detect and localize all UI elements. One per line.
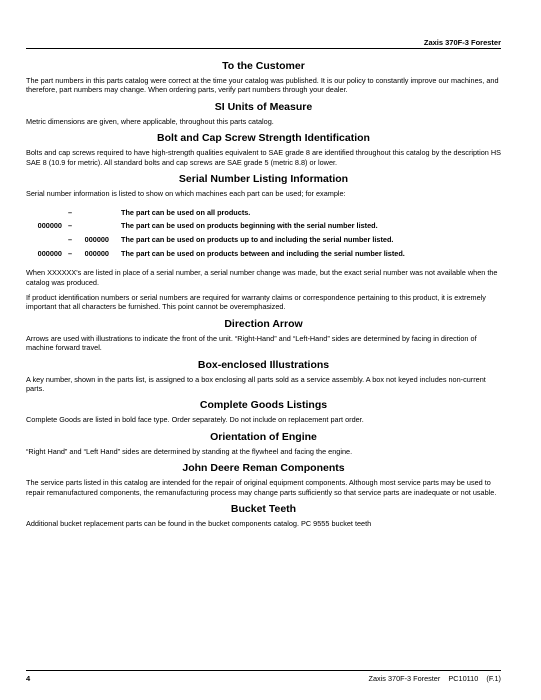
text-complete-goods: Complete Goods are listed in bold face type. Order separately. Do not include on replacement part order. <box>26 415 364 425</box>
text-serial-note-warranty: If product identification numbers or serial numbers are required for warranty claims or correspondence pertaining to this product, it is extremely important that all characters be furnished. This point cannot be overemphasized. <box>26 293 486 312</box>
heading-complete-goods: Complete Goods Listings <box>199 399 328 412</box>
serial-example-table <box>26 205 501 260</box>
section-bucket-teeth <box>26 503 501 528</box>
footer-rule <box>26 670 501 671</box>
section-direction-arrow <box>26 318 501 353</box>
text-orientation-engine: “Right Hand” and “Left Hand” sides are determined by standing at the flywheel and facing the engine. <box>26 446 353 456</box>
header-title: Zaxis 370F-3 Forester <box>423 38 501 47</box>
text-to-the-customer: The part numbers in this parts catalog were correct at the time your catalog was published. It is our policy to constantly improve our machines, and therefore, part numbers may change. When ordering parts, verify part numbers through your dealer. <box>26 76 499 95</box>
footer-page-number: 4 <box>26 674 31 683</box>
heading-direction-arrow: Direction Arrow <box>224 317 303 330</box>
serial-row <box>26 247 501 261</box>
text-bucket-teeth: Additional bucket replacement parts can be found in the bucket components catalog. PC 9555 bucket teeth <box>26 519 372 529</box>
serial-row <box>26 219 501 233</box>
serial-description: The part can be used on products between and including the serial number listed. <box>121 248 405 258</box>
section-si-units <box>26 101 501 126</box>
heading-bucket-teeth: Bucket Teeth <box>230 503 297 516</box>
serial-from: 000000 <box>37 221 62 231</box>
text-reman-components: The service parts listed in this catalog are intended for the repair of original equipment components. Although most service parts may be used to repair remanufactured components, the remanufacturing process may change parts sufficiently so that service parts are inadequate or not usable. <box>26 478 497 497</box>
text-direction-arrow: Arrows are used with illustrations to indicate the front of the unit. “Right-Hand” and “Left-Hand” sides are determined by facing in direction of machine forward travel. <box>26 333 477 353</box>
section-box-enclosed <box>26 359 501 394</box>
serial-row <box>26 233 501 247</box>
footer-catalog-id: Zaxis 370F-3 Forester PC10110 (F.1) <box>368 674 501 683</box>
serial-from: 000000 <box>37 248 62 258</box>
text-bolt-strength: Bolts and cap screws required to have high-strength qualities equivalent to SAE grade 8 are identified throughout this catalog by the description HS SAE 8 (10.9 for metric). All standard bolts and cap screws are SAE grade 5 (metric 8.8) or lower. <box>26 148 501 167</box>
heading-serial-number: Serial Number Listing Information <box>178 173 349 186</box>
serial-to: 000000 <box>84 235 109 245</box>
section-to-the-customer <box>26 60 501 95</box>
heading-reman-components: John Deere Reman Components <box>182 462 345 475</box>
serial-description: The part can be used on all products. <box>121 207 251 217</box>
heading-to-the-customer: To the Customer <box>222 60 305 72</box>
section-complete-goods <box>26 399 501 424</box>
heading-box-enclosed: Box-enclosed Illustrations <box>197 358 330 371</box>
section-orientation-engine <box>26 431 501 456</box>
serial-dash: – <box>67 248 73 258</box>
section-serial-number <box>26 173 501 312</box>
serial-row <box>26 205 501 219</box>
serial-to: 000000 <box>84 248 109 258</box>
section-bolt-strength <box>26 132 501 167</box>
section-reman-components <box>26 462 501 497</box>
serial-description: The part can be used on products up to and including the serial number listed. <box>121 235 394 245</box>
text-box-enclosed: A key number, shown in the parts list, is assigned to a box enclosing all parts sold as a service assembly. A box not keyed includes non-current parts. <box>26 374 486 394</box>
text-serial-note-xxxxxx: When XXXXXX's are listed in place of a serial number, a serial number change was made, but the exact serial number was not available when the catalog was produced. <box>26 268 498 287</box>
serial-dash: – <box>67 207 73 217</box>
heading-bolt-strength: Bolt and Cap Screw Strength Identification <box>157 132 370 145</box>
header-rule <box>26 48 501 49</box>
serial-description: The part can be used on products beginning with the serial number listed. <box>121 221 378 231</box>
page-content <box>26 54 501 530</box>
serial-dash: – <box>67 221 73 231</box>
serial-dash: – <box>67 235 73 245</box>
heading-orientation-engine: Orientation of Engine <box>210 430 317 443</box>
text-serial-intro: Serial number information is listed to show on which machines each part can be used; for example: <box>26 189 346 199</box>
text-si-units: Metric dimensions are given, where applicable, throughout this parts catalog. <box>26 116 274 126</box>
heading-si-units: SI Units of Measure <box>214 100 313 113</box>
